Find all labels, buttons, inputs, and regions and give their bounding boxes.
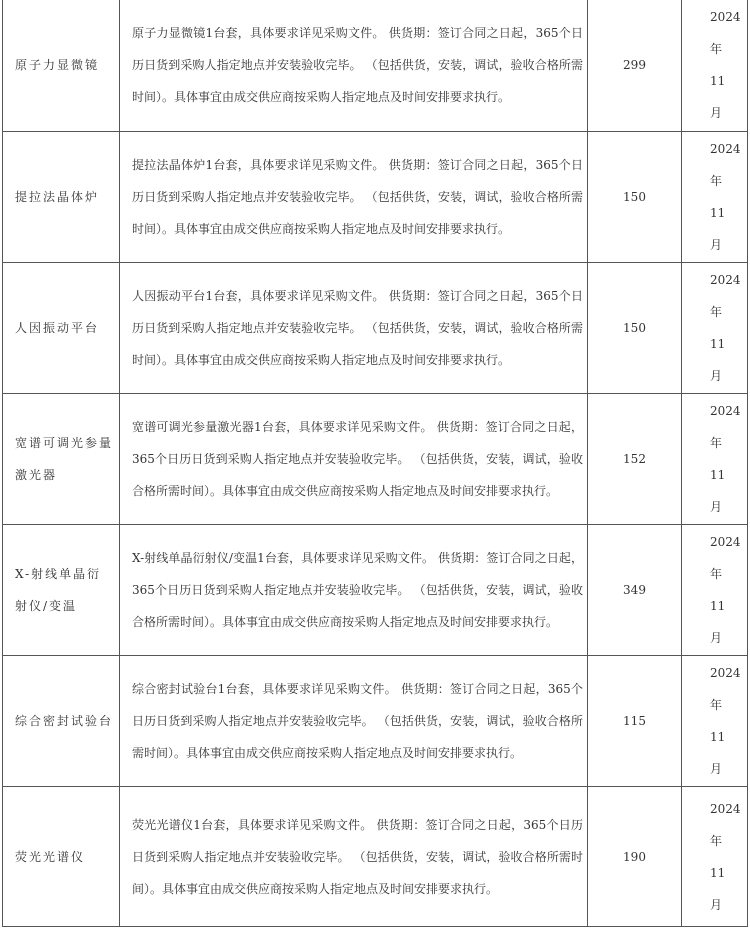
item-name-cell: X-射线单晶衍射仪/变温 [3,525,120,656]
table-row [3,787,748,927]
procurement-table-body [3,0,748,927]
item-name-cell: 人因振动平台 [3,263,120,394]
item-date-cell: 2024年11月 [682,656,748,787]
item-name-cell: 宽谱可调光参量激光器 [3,394,120,525]
item-budget-cell: 152 [588,394,682,525]
item-date-cell: 2024年11月 [682,787,748,927]
table-row [3,132,748,263]
item-budget-cell: 190 [588,787,682,927]
item-date-cell: 2024年11月 [682,132,748,263]
item-budget-cell: 115 [588,656,682,787]
item-budget-cell: 150 [588,263,682,394]
item-name-cell: 综合密封试验台 [3,656,120,787]
item-description-cell: 综合密封试验台1台套，具体要求详见采购文件。 供货期：签订合同之日起，365个日历日货到采购人指定地点并安装验收完毕。 （包括供货，安装，调试，验收合格所需时间）。具体事宜由成交供应商按采购人指定地点及时间安排要求执行。 [120,656,588,787]
table-row [3,0,748,132]
item-description-cell: X-射线单晶衍射仪/变温1台套，具体要求详见采购文件。 供货期：签订合同之日起，365个日历日货到采购人指定地点并安装验收完毕。 （包括供货，安装，调试，验收合格所需时间）。具体事宜由成交供应商按采购人指定地点及时间安排要求执行。 [120,525,588,656]
item-name-cell: 荧光光谱仪 [3,787,120,927]
item-date-cell: 2024年11月 [682,525,748,656]
item-description-cell: 宽谱可调光参量激光器1台套，具体要求详见采购文件。 供货期：签订合同之日起，365个日历日货到采购人指定地点并安装验收完毕。 （包括供货，安装，调试，验收合格所需时间）。具体事宜由成交供应商按采购人指定地点及时间安排要求执行。 [120,394,588,525]
item-budget-cell: 150 [588,132,682,263]
item-date-cell: 2024年11月 [682,394,748,525]
table-row [3,394,748,525]
procurement-table [2,0,748,927]
item-description-cell: 原子力显微镜1台套，具体要求详见采购文件。 供货期：签订合同之日起，365个日历日货到采购人指定地点并安装验收完毕。 （包括供货，安装，调试，验收合格所需时间）。具体事宜由成交供应商按采购人指定地点及时间安排要求执行。 [120,0,588,132]
item-description-cell: 人因振动平台1台套，具体要求详见采购文件。 供货期：签订合同之日起，365个日历日货到采购人指定地点并安装验收完毕。 （包括供货，安装，调试，验收合格所需时间）。具体事宜由成交供应商按采购人指定地点及时间安排要求执行。 [120,263,588,394]
item-date-cell: 2024年11月 [682,263,748,394]
item-description-cell: 提拉法晶体炉1台套，具体要求详见采购文件。 供货期：签订合同之日起，365个日历日货到采购人指定地点并安装验收完毕。 （包括供货，安装，调试，验收合格所需时间）。具体事宜由成交供应商按采购人指定地点及时间安排要求执行。 [120,132,588,263]
item-date-cell: 2024年11月 [682,0,748,132]
item-budget-cell: 349 [588,525,682,656]
table-row [3,263,748,394]
item-description-cell: 荧光光谱仪1台套，具体要求详见采购文件。 供货期：签订合同之日起，365个日历日货到采购人指定地点并安装验收完毕。 （包括供货，安装，调试，验收合格所需时间）。具体事宜由成交供应商按采购人指定地点及时间安排要求执行。 [120,787,588,927]
item-budget-cell: 299 [588,0,682,132]
item-name-cell: 原子力显微镜 [3,0,120,132]
item-name-cell: 提拉法晶体炉 [3,132,120,263]
table-row [3,656,748,787]
table-row [3,525,748,656]
